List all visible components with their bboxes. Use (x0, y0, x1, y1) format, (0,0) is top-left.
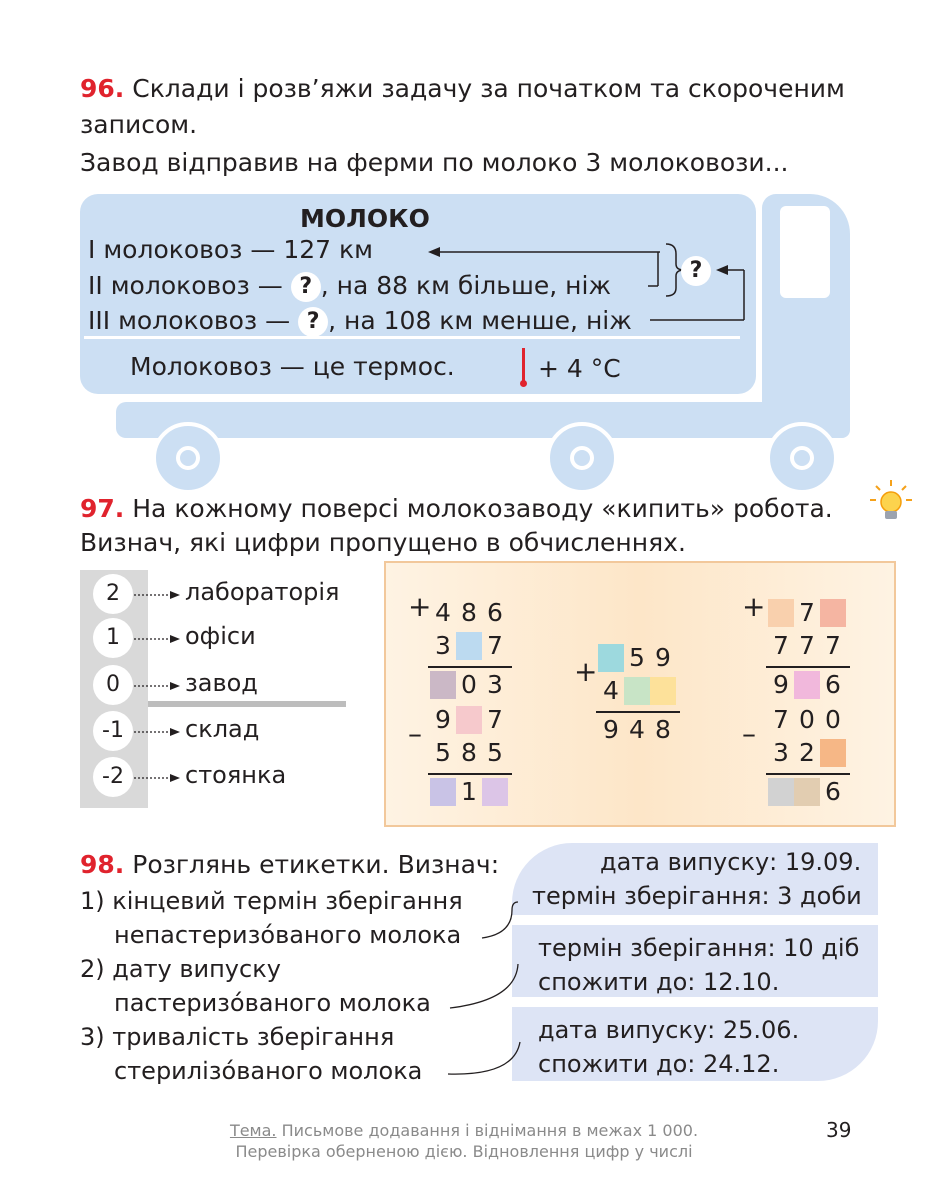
dotted-arrow-icon (134, 589, 180, 601)
task98-intro: Розглянь етикетки. Визнач: (132, 850, 500, 879)
digit: 5 (435, 738, 451, 767)
truck-chassis (116, 402, 850, 438)
truck-row3-prefix: ІІІ молоковоз — (88, 306, 291, 335)
operator-sign: – (408, 717, 422, 750)
q2-line2: пастеризо́ваного молока (114, 989, 431, 1017)
task98-number: 98. (80, 850, 125, 879)
wheel-3 (766, 422, 838, 494)
q1-line1: 1) кінцевий термін зберігання (80, 887, 463, 915)
digit: 8 (461, 738, 477, 767)
lightbulb-icon (866, 478, 916, 528)
footer-topic-line2: Перевірка оберненою дією. Відновлення цифр у числі (235, 1142, 693, 1161)
digit: 6 (487, 598, 503, 627)
digit: 0 (799, 705, 815, 734)
ground-line (148, 701, 346, 707)
floor-level: -2 (93, 757, 133, 797)
digit: 8 (655, 715, 671, 744)
digit: 0 (461, 670, 477, 699)
floor-label: стоянка (185, 761, 287, 789)
missing-digit-square (482, 778, 508, 806)
missing-digit-square (794, 671, 820, 699)
dotted-arrow-icon (134, 633, 180, 645)
truck-bottom-text: Молоковоз — це термос. (130, 352, 455, 381)
temperature: + 4 °С (538, 354, 621, 383)
task96-line1 (80, 72, 845, 106)
truck-divider (84, 336, 740, 339)
operator-sign: + (408, 590, 432, 623)
missing-digit-square (820, 599, 846, 627)
label-2-line2: спожити до: 12.10. (538, 968, 780, 996)
sum-line (766, 773, 850, 775)
task96-text-line1: Склади і розв’яжи задачу за початком та скороченим (132, 74, 845, 103)
digit: 7 (773, 705, 789, 734)
digit: 5 (629, 643, 645, 672)
digit: 3 (773, 738, 789, 767)
digit: 7 (799, 598, 815, 627)
missing-digit-square (598, 644, 624, 672)
footer-topic (214, 1120, 714, 1162)
missing-digit-square (650, 677, 676, 705)
digit: 6 (825, 670, 841, 699)
digit: 2 (799, 738, 815, 767)
q2-line1: 2) дату випуску (80, 955, 281, 983)
label-2-line1: термін зберігання: 10 діб (538, 934, 860, 962)
digit: 7 (773, 631, 789, 660)
truck-row3-suffix: , на 108 км менше, ніж (328, 306, 632, 335)
digit: 0 (825, 705, 841, 734)
sum-line (428, 666, 512, 668)
sum-line (766, 666, 850, 668)
missing-digit-square (768, 599, 794, 627)
task96-text-line3: Завод відправив на ферми по молоко 3 молоковози... (80, 148, 789, 177)
task97-text-line2: Визнач, які цифри пропущено в обчисленнях. (80, 528, 686, 557)
task97-line1 (80, 492, 833, 526)
digit: 3 (487, 670, 503, 699)
missing-digit-square (794, 778, 820, 806)
task96-number: 96. (80, 74, 125, 103)
floor-level: -1 (93, 711, 133, 751)
missing-digit-square (456, 706, 482, 734)
question-mark-2: ? (291, 272, 321, 302)
dotted-arrow-icon (134, 680, 180, 692)
task97-text-line1: На кожному поверсі молокозаводу «кипить» робота. (132, 494, 833, 523)
task96-text-line2: записом. (80, 110, 198, 139)
truck-row1: І молоковоз — 127 км (88, 235, 373, 264)
digit: 1 (461, 777, 477, 806)
operator-sign: + (742, 590, 766, 623)
question-mark-total: ? (681, 256, 711, 286)
missing-digit-square (624, 677, 650, 705)
digit: 9 (603, 715, 619, 744)
truck-row2-suffix: , на 88 км більше, ніж (320, 271, 611, 300)
sum-line (428, 773, 512, 775)
question-mark-3: ? (298, 307, 328, 337)
dotted-arrow-icon (134, 726, 180, 738)
footer-topic-label: Тема. (229, 1121, 277, 1140)
digit: 7 (487, 631, 503, 660)
floor-label: завод (185, 669, 258, 697)
task98-line1 (80, 848, 499, 882)
footer-topic-line1: Письмове додавання і віднімання в межах 1 000. (276, 1121, 699, 1140)
floor-level: 0 (93, 665, 133, 705)
label-connectors (420, 890, 530, 1090)
operator-sign: + (574, 655, 598, 688)
floor-level: 2 (93, 574, 133, 614)
page-number: 39 (826, 1118, 852, 1142)
missing-digit-square (456, 632, 482, 660)
wheel-2 (546, 422, 618, 494)
digit: 4 (629, 715, 645, 744)
floor-label: лабораторія (185, 578, 340, 606)
digit: 9 (655, 643, 671, 672)
missing-digit-square (820, 739, 846, 767)
digit: 7 (487, 705, 503, 734)
digit: 5 (487, 738, 503, 767)
label-3-line2: спожити до: 24.12. (538, 1050, 780, 1078)
label-1-line2: термін зберігання: 3 доби (532, 882, 862, 910)
sum-line (596, 711, 680, 713)
floor-label: офіси (185, 622, 256, 650)
missing-digit-square (768, 778, 794, 806)
digit: 4 (603, 676, 619, 705)
dotted-arrow-icon (134, 772, 180, 784)
label-3-line1: дата випуску: 25.06. (538, 1016, 800, 1044)
task97-number: 97. (80, 494, 125, 523)
truck-title: МОЛОКО (300, 204, 430, 233)
wheel-1 (152, 422, 224, 494)
floor-label: склад (185, 715, 260, 743)
digit: 7 (799, 631, 815, 660)
digit: 4 (435, 598, 451, 627)
total-question (681, 256, 711, 286)
missing-digit-square (430, 671, 456, 699)
digit: 3 (435, 631, 451, 660)
digit: 9 (435, 705, 451, 734)
digit: 9 (773, 670, 789, 699)
digit: 7 (825, 631, 841, 660)
q1-line2: непастеризо́ваного молока (114, 921, 462, 949)
operator-sign: – (742, 717, 756, 750)
q3-line1: 3) тривалість зберігання (80, 1023, 395, 1051)
digit: 8 (461, 598, 477, 627)
truck-row2-prefix: ІІ молоковоз — (88, 271, 283, 300)
truck-window (780, 206, 830, 298)
digit: 6 (825, 777, 841, 806)
label-1-line1: дата випуску: 19.09. (600, 848, 862, 876)
floor-level: 1 (93, 618, 133, 658)
missing-digit-square (430, 778, 456, 806)
q3-line2: стерилізо́ваного молока (114, 1057, 423, 1085)
thermometer-icon (522, 348, 525, 384)
